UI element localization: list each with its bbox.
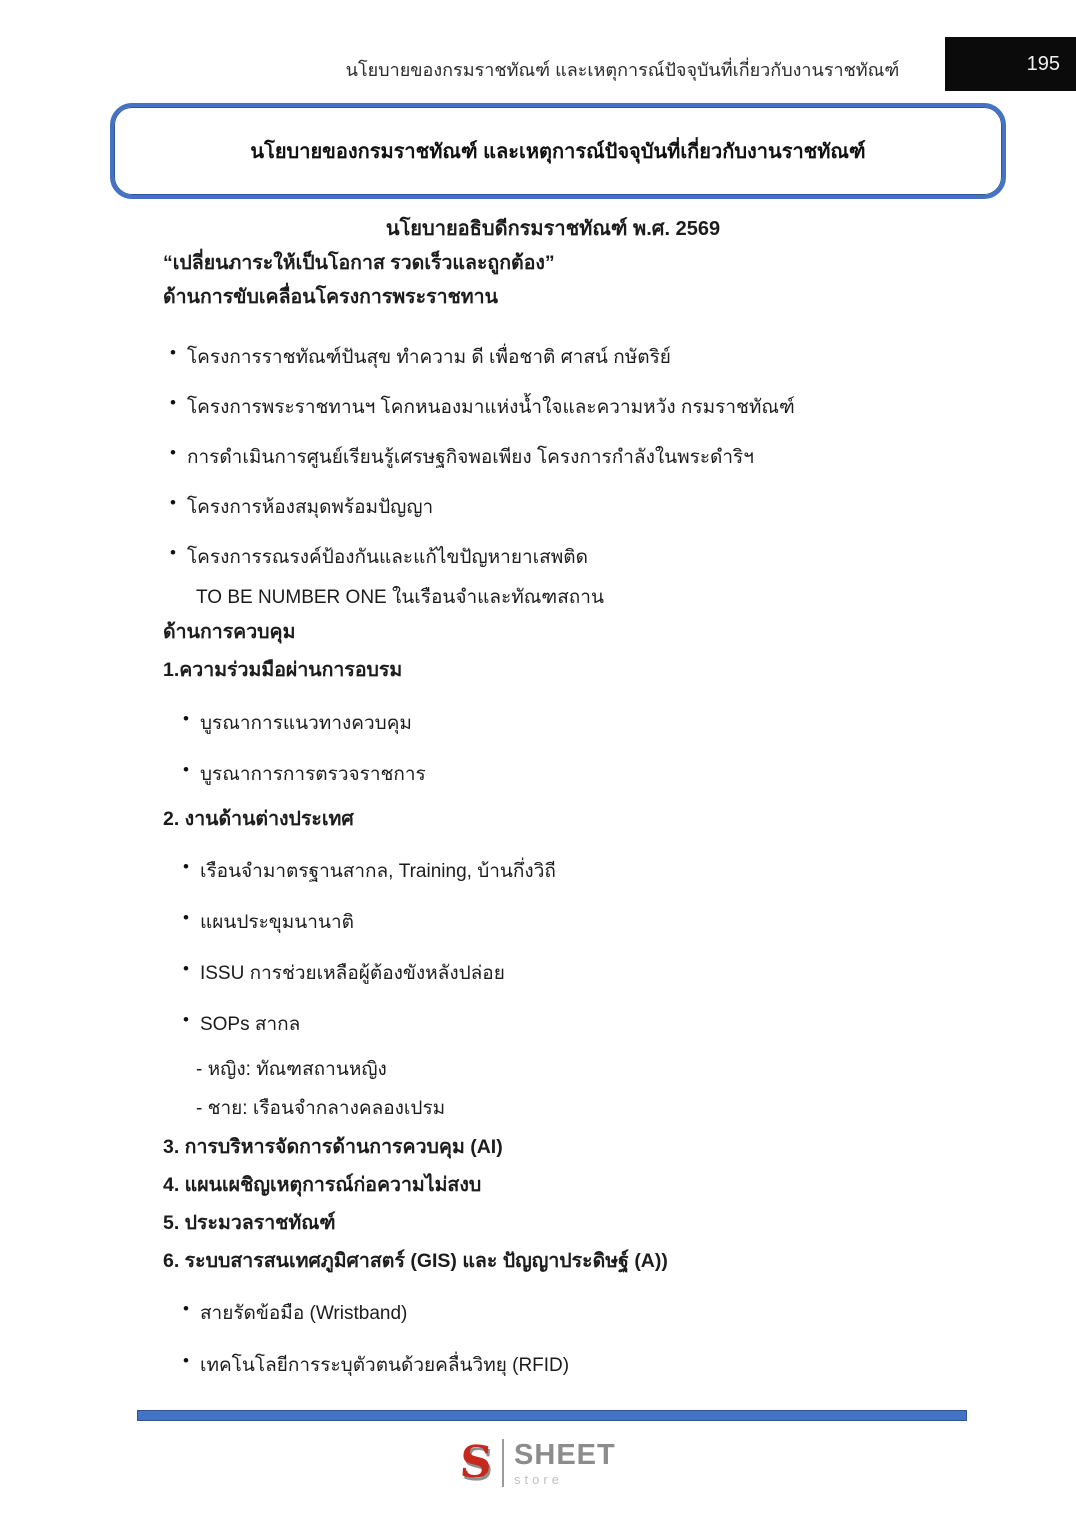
bullet-item: • โครงการราชทัณฑ์ปันสุข ทำความ ดี เพื่อชาติ ศาสน์ กษัตริย์	[163, 332, 973, 382]
document-content	[163, 211, 973, 1391]
section-heading-control: ด้านการควบคุม	[163, 620, 296, 643]
logo-divider	[502, 1439, 504, 1487]
logo-name: SHEET	[514, 1438, 616, 1471]
training-bullet-list	[163, 697, 973, 799]
logo-text	[514, 1438, 616, 1487]
bullet-item: • บูรณาการการตรวจราชการ	[163, 748, 973, 799]
numbered-heading-6: 6. ระบบสารสนเทศภูมิศาสตร์ (GIS) และ ปัญญาประดิษฐ์ (A))	[163, 1249, 668, 1272]
bullet-item: • บูรณาการแนวทางควบคุม	[163, 697, 973, 748]
bullet-item: • เทคโนโลยีการระบุตัวตนด้วยคลื่นวิทยุ (RFID)	[163, 1339, 973, 1391]
bullet-item: • โครงการรณรงค์ป้องกันและแก้ไขปัญหายาเสพติด	[163, 532, 973, 582]
bullet-item: • แผนประขุมนานาติ	[163, 896, 973, 947]
numbered-heading-2: 2. งานด้านต่างประเทศ	[163, 807, 354, 830]
sub-dash-item: - ชาย: เรือนจำกลางคลองเปรม	[196, 1097, 446, 1119]
international-bullet-list	[163, 845, 973, 1049]
policy-heading: นโยบายอธิบดีกรมราชทัณฑ์ พ.ศ. 2569	[385, 218, 721, 240]
bullet-item: • สายรัดข้อมือ (Wristband)	[163, 1287, 973, 1339]
title-box	[110, 103, 1006, 199]
bullet-item: • ISSU การช่วยเหลือผู้ต้องขังหลังปล่อย	[163, 947, 973, 998]
technology-bullet-list	[163, 1287, 973, 1391]
document-title: นโยบายของกรมราชทัณฑ์ และเหตุการณ์ปัจจุบันที่เกี่ยวกับงานราชทัณฑ์	[250, 141, 866, 163]
running-head: นโยบายของกรมราชทัณฑ์ และเหตุการณ์ปัจจุบันที่เกี่ยวกับงานราชทัณฑ์	[345, 60, 900, 80]
policy-motto: “เปลี่ยนภาระให้เป็นโอกาส รวดเร็วและถูกต้อง”	[163, 251, 555, 274]
sub-dash-item: - หญิง: ทัณฑสถานหญิง	[196, 1058, 387, 1080]
bullet-item: • SOPs สากล	[163, 998, 973, 1049]
logo-subtitle: store	[514, 1471, 563, 1487]
numbered-heading-1: 1.ความร่วมมือผ่านการอบรม	[163, 658, 403, 681]
page-number-badge	[945, 37, 1076, 91]
bullet-item: • โครงการห้องสมุดพร้อมปัญญา	[163, 482, 973, 532]
numbered-heading-3: 3. การบริหารจัดการด้านการควบคุม (AI)	[163, 1135, 503, 1158]
numbered-heading-4: 4. แผนเผชิญเหตุการณ์ก่อความไม่สงบ	[163, 1173, 482, 1196]
section-heading-royal: ด้านการขับเคลื่อนโครงการพระราชทาน	[163, 285, 498, 308]
sheet-store-s-icon: S	[458, 1437, 494, 1488]
footer-rule	[137, 1410, 967, 1421]
bullet-continuation: TO BE NUMBER ONE ในเรือนจำและทัณฑสถาน	[196, 587, 604, 608]
sheet-store-logo	[0, 1430, 1076, 1496]
bullet-item: • การดำเมินการศูนย์เรียนรู้เศรษฐกิจพอเพียง โครงการกำลังในพระดำริฯ	[163, 432, 973, 482]
page-number: 195	[1026, 52, 1060, 75]
royal-bullet-list	[163, 332, 973, 582]
bullet-item: • โครงการพระราชทานฯ โคกหนองมาแห่งน้ำใจและความหวัง กรมราชทัณฑ์	[163, 382, 973, 432]
numbered-heading-5: 5. ประมวลราชทัณฑ์	[163, 1211, 336, 1234]
bullet-item: • เรือนจำมาตรฐานสากล, Training, บ้านกึ่งวิถี	[163, 845, 973, 896]
